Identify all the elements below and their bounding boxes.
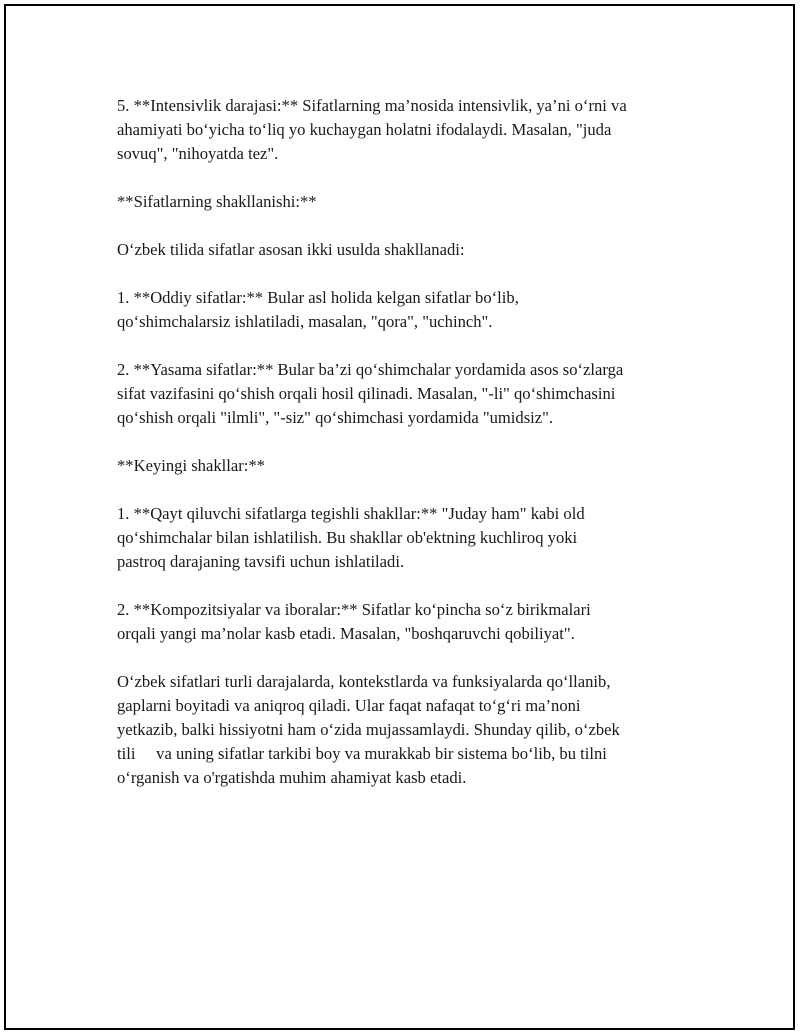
paragraph-qayt-qiluvchi: [117, 502, 697, 574]
text-line: ahamiyati bo‘yicha to‘liq yo kuchaygan holatni ifodalaydi. Masalan, "juda: [117, 120, 612, 139]
text-line: O‘zbek tilida sifatlar asosan ikki usulda shakllanadi:: [117, 240, 465, 259]
text-line: 1. **Qayt qiluvchi sifatlarga tegishli shakllar:** "Juday ham" kabi old: [117, 504, 585, 523]
text-line: 5. **Intensivlik darajasi:** Sifatlarning ma’nosida intensivlik, ya’ni o‘rni va: [117, 96, 627, 115]
text-line: pastroq darajaning tavsifi uchun ishlatiladi.: [117, 552, 405, 571]
text-line: orqali yangi ma’nolar kasb etadi. Masalan, "boshqaruvchi qobiliyat".: [117, 624, 575, 643]
heading-keyingi-shakllar: [117, 454, 697, 478]
text-line: sifat vazifasini qo‘shish orqali hosil qilinadi. Masalan, "-li" qo‘shimchasini: [117, 384, 616, 403]
text-line: tili va uning sifatlar tarkibi boy va murakkab bir sistema bo‘lib, bu tilni: [117, 744, 607, 763]
text-line: 1. **Oddiy sifatlar:** Bular asl holida kelgan sifatlar bo‘lib,: [117, 288, 519, 307]
text-line: 2. **Yasama sifatlar:** Bular ba’zi qo‘shimchalar yordamida asos so‘zlarga: [117, 360, 624, 379]
text-line: qo‘shimchalar bilan ishlatilish. Bu shakllar ob'ektning kuchliroq yoki: [117, 528, 578, 547]
paragraph-yasama-sifatlar: [117, 358, 697, 430]
text-line: qo‘shimchalarsiz ishlatiladi, masalan, "qora", "uchinch".: [117, 312, 493, 331]
text-line: gaplarni boyitadi va aniqroq qiladi. Ular faqat nafaqat to‘g‘ri ma’noni: [117, 696, 581, 715]
text-line: sovuq", "nihoyatda tez".: [117, 144, 279, 163]
paragraph-kompozitsiyalar: [117, 598, 697, 646]
paragraph-oddiy-sifatlar: [117, 286, 697, 334]
paragraph-intro: [117, 238, 697, 262]
text-line: 2. **Kompozitsiyalar va iboralar:** Sifatlar ko‘pincha so‘z birikmalari: [117, 600, 591, 619]
paragraph-conclusion: [117, 670, 697, 790]
text-line: yetkazib, balki hissiyotni ham o‘zida mujassamlaydi. Shunday qilib, o‘zbek: [117, 720, 620, 739]
text-line: **Keyingi shakllar:**: [117, 456, 265, 475]
paragraph-intensivlik: [117, 94, 697, 166]
text-line: qo‘shish orqali "ilmli", "-siz" qo‘shimchasi yordamida "umidsiz".: [117, 408, 554, 427]
text-line: o‘rganish va o'rgatishda muhim ahamiyat kasb etadi.: [117, 768, 467, 787]
document-body: [117, 94, 697, 790]
heading-shakllanishi: [117, 190, 697, 214]
text-line: **Sifatlarning shakllanishi:**: [117, 192, 317, 211]
text-line: O‘zbek sifatlari turli darajalarda, kontekstlarda va funksiyalarda qo‘llanib,: [117, 672, 611, 691]
